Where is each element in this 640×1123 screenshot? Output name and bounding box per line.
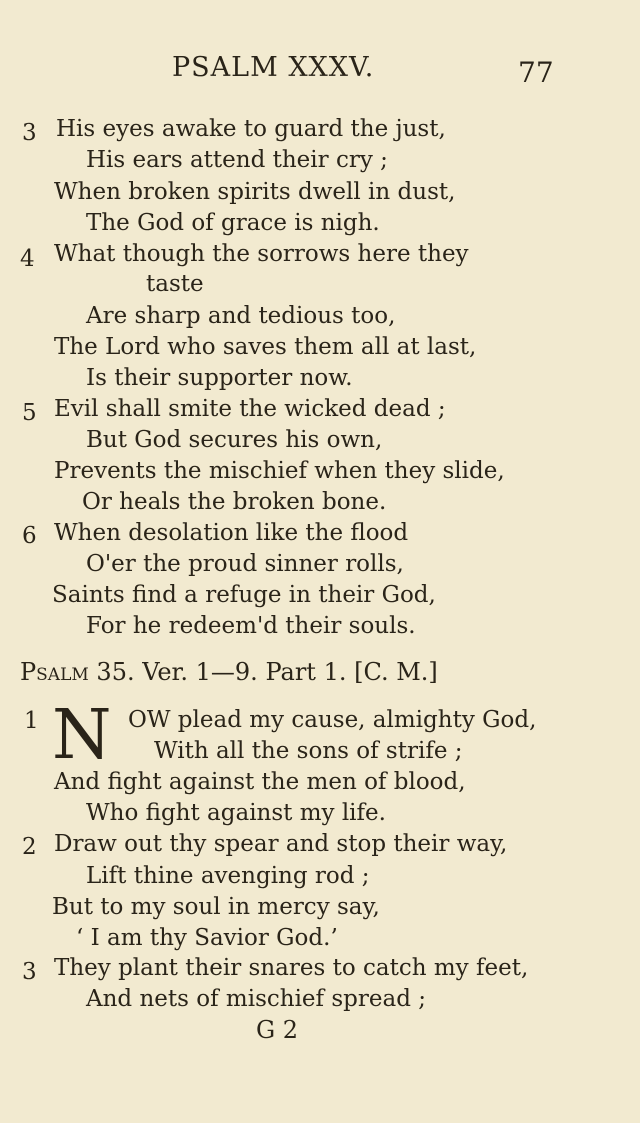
verse-line: Prevents the mischief when they slide, — [54, 458, 505, 484]
stanza-number: 6 — [22, 523, 37, 549]
verse-line: His eyes awake to guard the just, — [56, 116, 446, 142]
verse-line: ‘ I am thy Savior God.’ — [76, 925, 338, 951]
verse-line: They plant their snares to catch my feet, — [54, 955, 529, 981]
verse-line: For he redeem'd their souls. — [86, 613, 416, 639]
verse-line: When desolation like the flood — [54, 520, 409, 546]
page-header — [0, 52, 640, 92]
verse-line: The God of grace is nigh. — [86, 210, 380, 236]
signature-mark: G 2 — [256, 1016, 299, 1044]
verse-line: Saints find a refuge in their God, — [52, 582, 436, 608]
stanza-number: 2 — [22, 834, 37, 860]
psalm-section-heading — [20, 656, 438, 688]
verse-line: O'er the proud sinner rolls, — [86, 551, 404, 577]
verse-line: And nets of mischief spread ; — [86, 986, 426, 1012]
stanza-number: 3 — [22, 959, 37, 985]
verse-line: But to my soul in mercy say, — [52, 894, 380, 920]
verse-line: What though the sorrows here they — [54, 241, 469, 267]
verse-line-turnover: taste — [146, 271, 204, 297]
verse-line: Lift thine avenging rod ; — [86, 863, 370, 889]
verse-line: OW plead my cause, almighty God, — [128, 707, 537, 733]
verse-line: Is their supporter now. — [86, 365, 353, 391]
verse-line: But God secures his own, — [86, 427, 383, 453]
verse-line: Are sharp and tedious too, — [86, 303, 396, 329]
verse-line: Or heals the broken bone. — [82, 489, 387, 515]
stanza-number: 1 — [24, 708, 39, 734]
verse-line: Who fight against my life. — [86, 800, 386, 826]
verse-line: With all the sons of strife ; — [154, 738, 463, 764]
stanza-number: 4 — [20, 246, 35, 272]
verse-line: Evil shall smite the wicked dead ; — [54, 396, 446, 422]
heading-details: 35. Ver. 1—9. Part 1. [C. M.] — [96, 658, 438, 686]
verse-line: And fight against the men of blood, — [54, 769, 466, 795]
running-title: PSALM XXXV. — [172, 52, 375, 83]
page-number: 77 — [518, 56, 554, 89]
drop-capital: N — [52, 696, 112, 775]
verse-line: His ears attend their cry ; — [86, 147, 388, 173]
verse-line: When broken spirits dwell in dust, — [54, 179, 456, 205]
verse-line: Draw out thy spear and stop their way, — [54, 831, 508, 857]
verse-line: The Lord who saves them all at last, — [54, 334, 477, 360]
heading-psalm-word: Psalm — [20, 658, 89, 686]
stanza-number: 5 — [22, 400, 37, 426]
stanza-number: 3 — [22, 120, 37, 146]
